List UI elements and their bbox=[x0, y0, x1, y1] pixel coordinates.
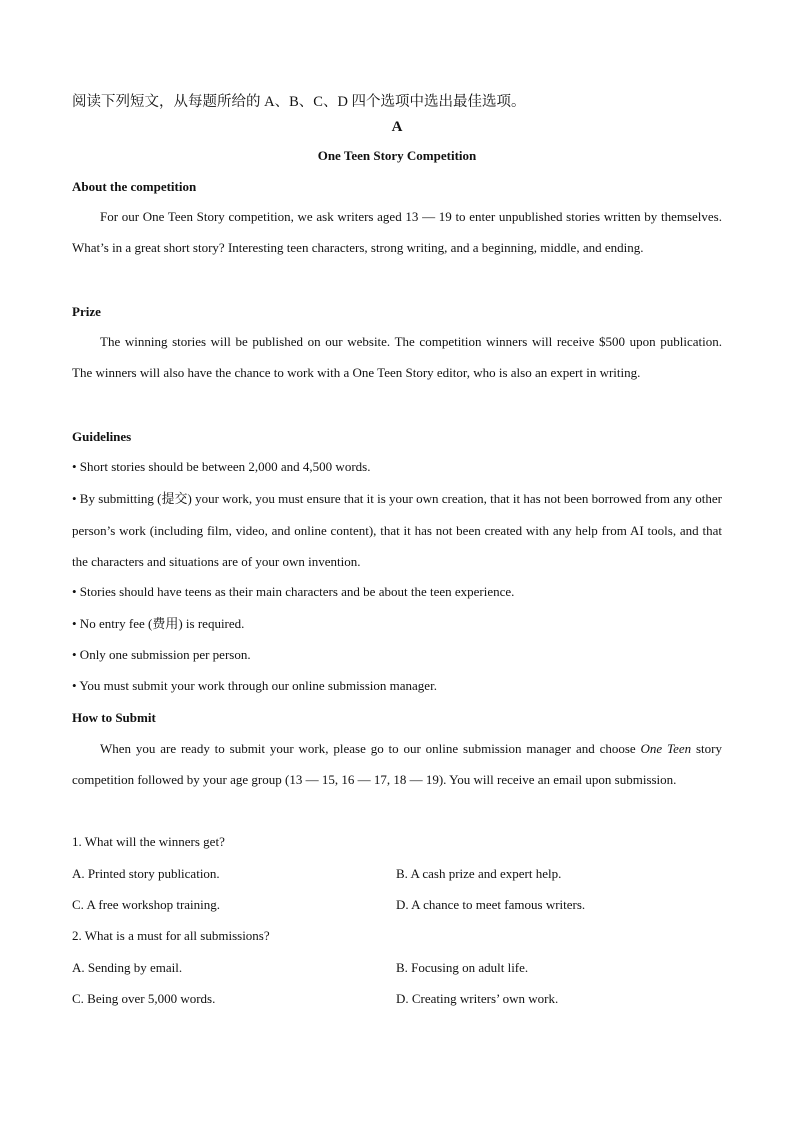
guideline-item: • Short stories should be between 2,000 and 4,500 words. bbox=[72, 459, 371, 474]
about-heading: About the competition bbox=[72, 179, 197, 194]
about-paragraph: For our One Teen Story competition, we ask writers aged 13 — 19 to enter unpublished stories written by themselves. What’s in a great short story? Interesting teen characters, strong writing, and a beginning, middle, and ending. bbox=[72, 209, 722, 256]
question-stem: 1. What will the winners get? bbox=[72, 834, 225, 849]
how-to-submit-paragraph bbox=[72, 733, 722, 795]
submit-text-before: When you are ready to submit your work, please go to our online submission manager and choose bbox=[100, 741, 641, 756]
instruction-text: 阅读下列短文，从每题所给的 A、B、C、D 四个选项中选出最佳选项。 bbox=[72, 94, 526, 110]
submit-text-after: story competition followed by your age group (13 — 15, 16 — 17, 18 — 19). You will receive an email upon submission. bbox=[72, 741, 722, 788]
guideline-item: • Only one submission per person. bbox=[72, 647, 251, 662]
passage-title: One Teen Story Competition bbox=[317, 148, 477, 163]
guidelines-heading: Guidelines bbox=[72, 429, 132, 444]
question-option: A. Printed story publication. bbox=[72, 866, 220, 881]
question-stem: 2. What is a must for all submissions? bbox=[72, 928, 270, 943]
question-option: D. A chance to meet famous writers. bbox=[396, 897, 586, 912]
guideline-item: • You must submit your work through our online submission manager. bbox=[72, 678, 437, 693]
section-label: A bbox=[391, 119, 403, 135]
guideline-item: • By submitting (提交) your work, you must ensure that it is your own creation, that it has not been borrowed from any other person’s work (including film, video, and online content), that it has not been created with any help from AI tools, and that the characters and situations are of your own invention. bbox=[72, 491, 722, 569]
question-option: A. Sending by email. bbox=[72, 960, 183, 975]
question-option: D. Creating writers’ own work. bbox=[396, 991, 559, 1006]
prize-heading: Prize bbox=[72, 304, 101, 319]
question-option: C. Being over 5,000 words. bbox=[72, 991, 216, 1006]
how-to-submit-heading: How to Submit bbox=[72, 710, 156, 725]
question-option: C. A free workshop training. bbox=[72, 897, 221, 912]
prize-paragraph: The winning stories will be published on our website. The competition winners will receive $500 upon publication. The winners will also have the chance to work with a One Teen Story editor, who is also an expert in writing. bbox=[72, 334, 722, 381]
question-option: B. A cash prize and expert help. bbox=[396, 866, 562, 881]
guideline-item: • No entry fee (费用) is required. bbox=[72, 616, 245, 631]
submit-text-italic: One Teen bbox=[640, 741, 692, 756]
question-option: B. Focusing on adult life. bbox=[396, 960, 529, 975]
guideline-item: • Stories should have teens as their main characters and be about the teen experience. bbox=[72, 584, 515, 599]
